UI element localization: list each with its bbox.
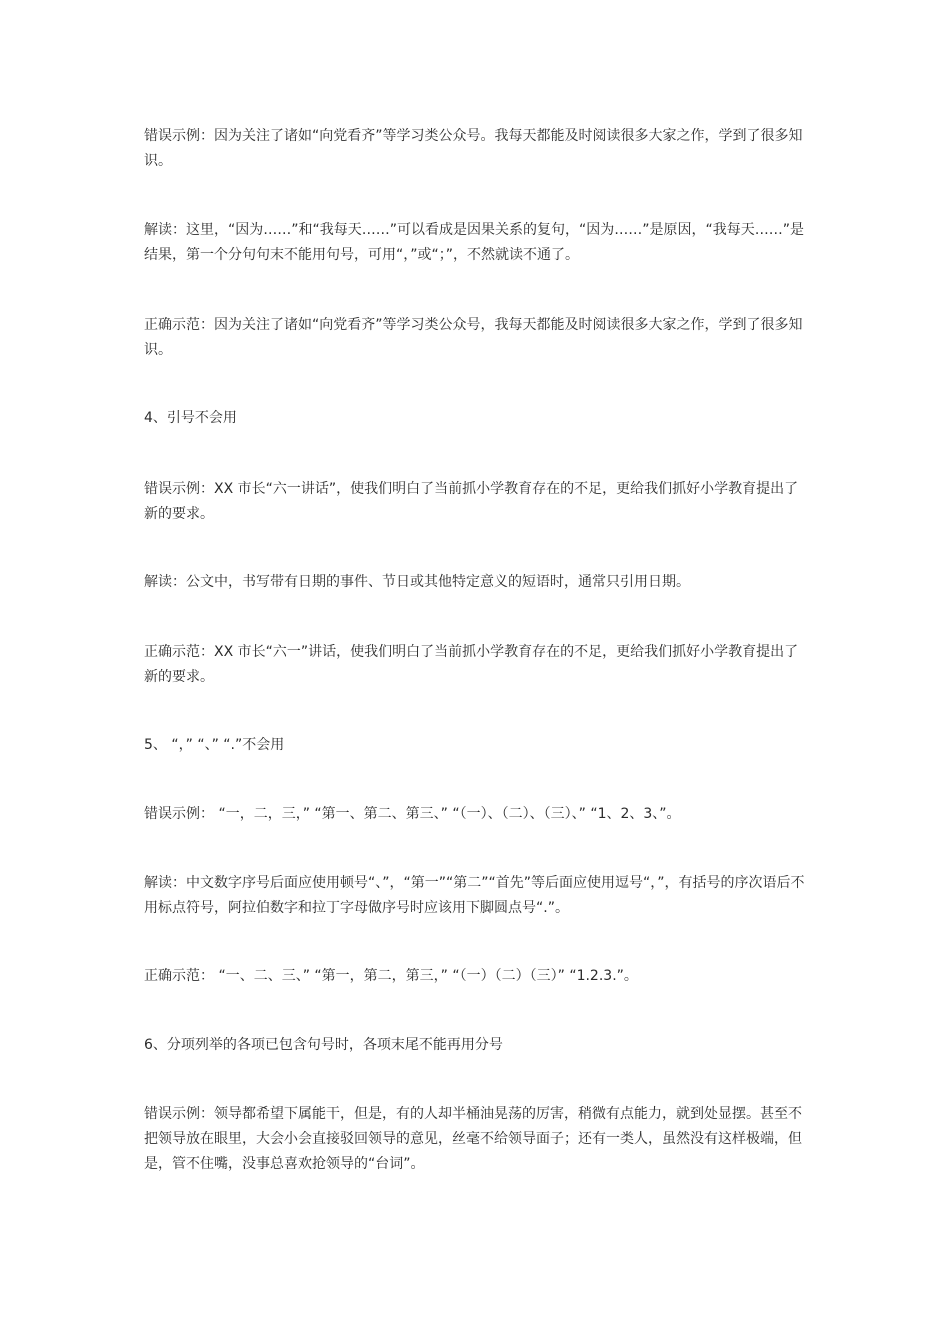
- explanation-paragraph: 解读：这里，“因为……”和“我每天……”可以看成是因果关系的复句，“因为……”是原因，“我每天……”是结果，第一个分句句末不能用句号，可用“，”或“；”，不然就读不通了。: [144, 222, 805, 263]
- wrong-example-paragraph: 错误示例：XX 市长“六一讲话”，使我们明白了当前抓小学教育存在的不足，更给我们抓好小学教育提出了新的要求。: [144, 481, 799, 522]
- correct-example-paragraph: 正确示范： “一、二、三、” “第一，第二，第三，” “（一）（二）（三）” “1.2.3.”。: [144, 968, 638, 984]
- section-heading-4: 4、引号不会用: [144, 410, 237, 426]
- explanation-paragraph: 解读：中文数字序号后面应使用顿号“、”，“第一”“第二”“首先”等后面应使用逗号“，”，有括号的序次语后不用标点符号，阿拉伯数字和拉丁字母做序号时应该用下脚圆点号“.”。: [144, 875, 805, 916]
- correct-example-paragraph: 正确示范：因为关注了诸如“向党看齐”等学习类公众号，我每天都能及时阅读很多大家之作，学到了很多知识。: [144, 317, 803, 358]
- correct-example-paragraph: 正确示范：XX 市长“六一”讲话，使我们明白了当前抓小学教育存在的不足，更给我们抓好小学教育提出了新的要求。: [144, 644, 799, 685]
- explanation-paragraph: 解读：公文中，书写带有日期的事件、节日或其他特定意义的短语时，通常只引用日期。: [144, 574, 690, 590]
- wrong-example-paragraph: 错误示例：因为关注了诸如“向党看齐”等学习类公众号。我每天都能及时阅读很多大家之作，学到了很多知识。: [144, 128, 803, 169]
- wrong-example-paragraph: 错误示例： “一，二，三，” “第一、第二、第三、” “（一）、（二）、（三）、” “1、2、3、”。: [144, 806, 681, 822]
- section-heading-5: 5、 “，” “、” “.”不会用: [144, 737, 285, 753]
- section-heading-6: 6、分项列举的各项已包含句号时，各项末尾不能再用分号: [144, 1037, 503, 1053]
- wrong-example-paragraph: 错误示例：领导都希望下属能干，但是，有的人却半桶油晃荡的厉害，稍微有点能力，就到处显摆。甚至不把领导放在眼里，大会小会直接驳回领导的意见，丝毫不给领导面子；还有一类人，虽然没有这样极端，但是，管不住嘴，没事总喜欢抢领导的“台词”。: [144, 1106, 802, 1172]
